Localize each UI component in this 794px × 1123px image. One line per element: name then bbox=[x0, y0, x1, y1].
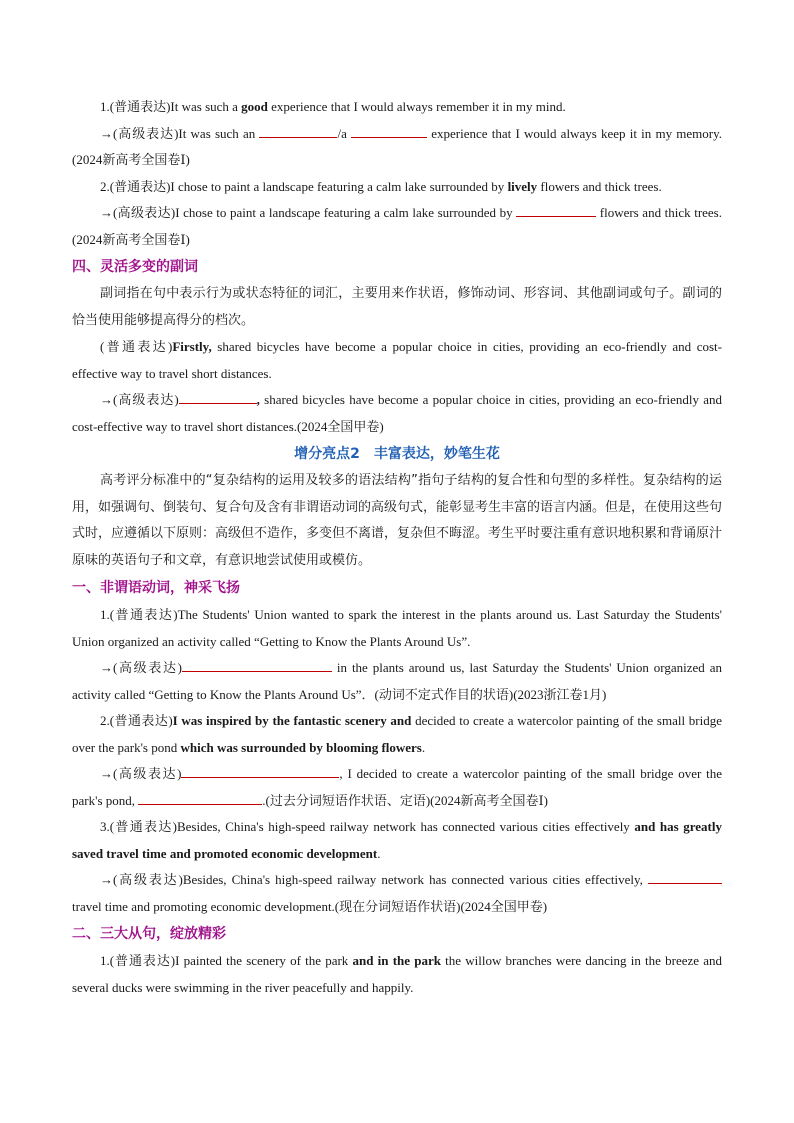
answer-blank[interactable] bbox=[182, 657, 332, 672]
answer-blank[interactable] bbox=[181, 763, 339, 778]
answer-blank[interactable] bbox=[516, 202, 596, 217]
complex-structure-intro: 高考评分标准中的“复杂结构的运用及较多的语法结构”指句子结构的复合性和句型的多样性。复杂结构的运用，如强调句、倒装句、复合句及含有非谓语动词的高级句式，能彰显考生丰富的语言内涵。但是，在使用这些句式时，应遵循以下原则：高级但不造作，多变但不离谱，复杂但不晦涩。考生平时要注重有意识地积累和背诵原汁原味的英语句子和文章，有意识地尝试使用或模仿。 bbox=[72, 473, 723, 568]
highlight-heading: 增分亮点2 丰富表达，妙笔生花 bbox=[294, 446, 500, 462]
answer-blank[interactable] bbox=[179, 389, 257, 404]
answer-blank[interactable] bbox=[259, 123, 337, 138]
nonfinite-2-plain: 2.(普通表达)I was inspired by the fantastic scenery and decided to create a watercolor painting of the small bridge over the park's pond which was surrounded by blooming flowers. bbox=[72, 713, 722, 755]
adverb-intro: 副词指在句中表示行为或状态特征的词汇，主要用来作状语，修饰动词、形容词、其他副词或句子。副词的恰当使用能够提高得分的档次。 bbox=[72, 286, 722, 328]
nonfinite-1-advanced: →(高级表达) in the plants around us, last Saturday the Students' Union organized an activity called “Getting to Know the Plants Around Us”．(动词不定式作目的状语)(2023浙江卷1月) bbox=[72, 655, 722, 708]
adverb-advanced: →(高级表达) , shared bicycles have become a popular choice in cities, providing an eco-friendly and cost-effective way to travel short distances.(2024全国甲卷) bbox=[72, 387, 722, 440]
example-2-advanced: →(高级表达)I chose to paint a landscape featuring a calm lake surrounded by flowers and thick trees.(2024新高考全国卷Ⅰ) bbox=[72, 200, 722, 253]
section-heading-clauses: 二、三大从句，绽放精彩 bbox=[72, 926, 226, 942]
nonfinite-3-plain: 3.(普通表达)Besides, China's high-speed railway network has connected various cities effectively and has greatly saved travel time and promoted economic development. bbox=[72, 819, 722, 861]
example-1-plain: 1.(普通表达)It was such a good experience that I would always remember it in my mind. bbox=[100, 99, 566, 114]
section-heading-nonfinite: 一、非谓语动词，神采飞扬 bbox=[72, 580, 240, 596]
document-page bbox=[72, 94, 722, 1001]
section-heading-adverbs: 四、灵活多变的副词 bbox=[72, 259, 198, 275]
example-1-advanced: →(高级表达)It was such an /a experience that I would always keep it in my memory.(2024新高考全国卷Ⅰ) bbox=[72, 121, 722, 174]
example-2-plain: 2.(普通表达)I chose to paint a landscape featuring a calm lake surrounded by lively flowers and thick trees. bbox=[100, 178, 662, 194]
nonfinite-1-plain: 1.(普通表达)The Students' Union wanted to spark the interest in the plants around us. Last Saturday the Students' Union organized an activity called “Getting to Know the Plants Around Us”. bbox=[72, 607, 722, 649]
nonfinite-3-advanced: →(高级表达)Besides, China's high-speed railway network has connected various cities effectively, travel time and promoting economic development.(现在分词短语作状语)(2024全国甲卷) bbox=[72, 867, 722, 920]
answer-blank[interactable] bbox=[138, 790, 262, 805]
answer-blank[interactable] bbox=[648, 869, 722, 884]
clause-1-plain: 1.(普通表达)I painted the scenery of the park and in the park the willow branches were dancing in the breeze and several ducks were swimming in the river peacefully and happily. bbox=[72, 953, 722, 995]
adverb-plain: (普通表达)Firstly, shared bicycles have become a popular choice in cities, providing an eco-friendly and cost-effective way to travel short distances. bbox=[72, 339, 722, 381]
answer-blank[interactable] bbox=[351, 123, 427, 138]
nonfinite-2-advanced: →(高级表达) , I decided to create a watercolor painting of the small bridge over the park's pond, .(过去分词短语作状语、定语)(2024新高考全国卷Ⅰ) bbox=[72, 761, 722, 814]
